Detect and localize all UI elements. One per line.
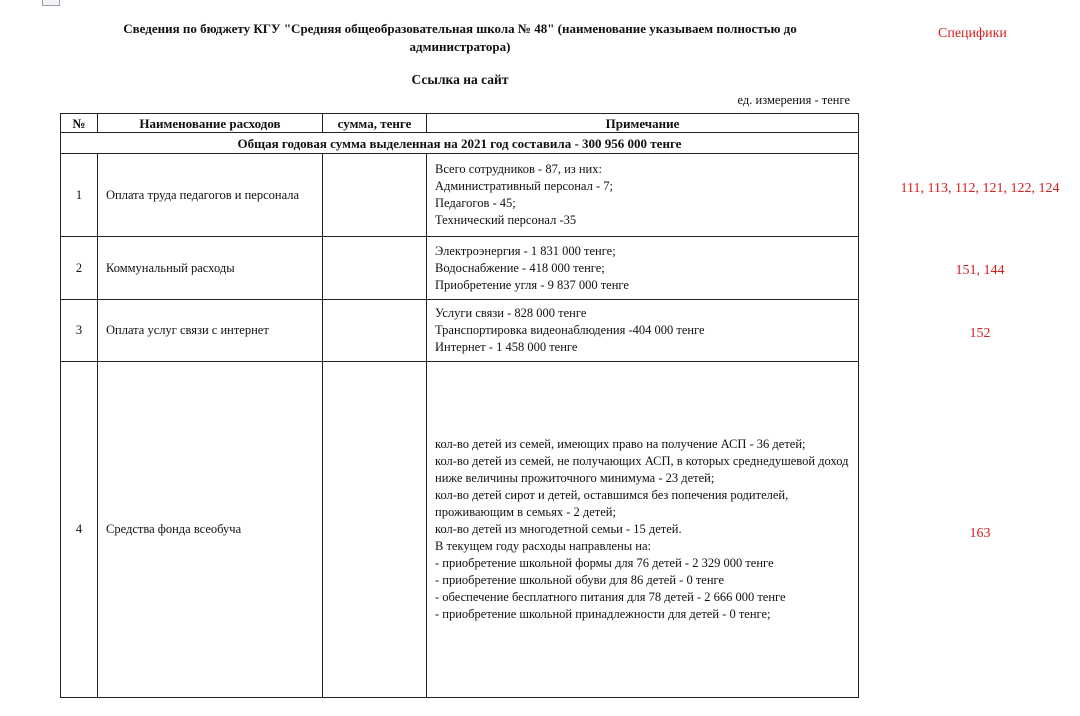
budget-table: [60, 113, 859, 698]
note-line: кол-во детей сирот и детей, оставшимся без попечения родителей, проживающим в семьях - 2 детей;: [435, 488, 789, 519]
expense-note: [427, 362, 859, 698]
note-line: Административный персонал - 7;: [435, 179, 613, 193]
note-line: - приобретение школьной обуви для 86 детей - 0 тенге: [435, 573, 725, 587]
document-title: Сведения по бюджету КГУ "Средняя общеобразовательная школа № 48" (наименование указываем полностью до администратора): [123, 21, 797, 54]
note-line: - приобретение школьной формы для 76 детей - 2 329 000 тенге: [435, 556, 774, 570]
note-line: кол-во детей из многодетной семьи - 15 детей.: [435, 522, 682, 536]
header-expense-name: Наименование расходов: [98, 114, 323, 133]
note-line: Всего сотрудников - 87, из них:: [435, 162, 602, 176]
spec-codes-row-2: 151, 144: [955, 263, 1005, 278]
note-line: - обеспечение бесплатного питания для 78 детей - 2 666 000 тенге: [435, 590, 786, 604]
row-number: 2: [61, 237, 98, 300]
row-number: 4: [61, 362, 98, 698]
expense-amount: [323, 237, 427, 300]
note-line: Педагогов - 45;: [435, 196, 516, 210]
expense-amount: [323, 154, 427, 237]
table-row: [61, 300, 859, 362]
expense-amount: [323, 362, 427, 698]
table-row: [61, 154, 859, 237]
corner-mark: [42, 0, 60, 6]
note-line: Водоснабжение - 418 000 тенге;: [435, 260, 605, 275]
total-row: [61, 133, 859, 154]
note-line: Услуги связи - 828 000 тенге: [435, 306, 587, 320]
note-line: Технический персонал -35: [435, 213, 577, 227]
note-line: кол-во детей из семей, имеющих право на получение АСП - 36 детей;: [435, 437, 806, 451]
row-number: 3: [61, 300, 98, 362]
expense-name: Оплата труда педагогов и персонала: [98, 154, 323, 237]
note-line: Приобретение угля - 9 837 000 тенге: [435, 277, 629, 292]
expense-name: Оплата услуг связи с интернет: [98, 300, 323, 362]
table-header-row: [61, 114, 859, 133]
table-row: [61, 362, 859, 698]
header-number: №: [61, 114, 98, 133]
note-line: - приобретение школьной принадлежности для детей - 0 тенге;: [435, 607, 771, 621]
note-line: В текущем году расходы направлены на:: [435, 539, 652, 553]
site-link[interactable]: Ссылка на сайт: [411, 72, 509, 87]
note-line: Электроэнергия - 1 831 000 тенге;: [435, 243, 616, 258]
total-annual-amount: Общая годовая сумма выделенная на 2021 год составила - 300 956 000 тенге: [61, 133, 859, 154]
expense-name: Средства фонда всеобуча: [98, 362, 323, 698]
expense-note: [427, 300, 859, 362]
table-row: [61, 237, 859, 300]
header-note: Примечание: [427, 114, 859, 133]
spec-codes-row-3: 152: [969, 326, 991, 341]
note-line: Интернет - 1 458 000 тенге: [435, 340, 578, 354]
units-label: ед. измерения - тенге: [737, 93, 850, 107]
row-number: 1: [61, 154, 98, 237]
note-line: кол-во детей из семей, не получающих АСП, в которых среднедушевой доход ниже величины прожиточного минимума - 23 детей;: [435, 454, 849, 485]
expense-name: Коммунальный расходы: [98, 237, 323, 300]
specs-header: Специфики: [938, 26, 1007, 41]
expense-note: [427, 154, 859, 237]
expense-note: [427, 237, 859, 300]
spec-codes-row-1: 111, 113, 112, 121, 122, 124: [900, 181, 1060, 196]
expense-amount: [323, 300, 427, 362]
header-amount: сумма, тенге: [323, 114, 427, 133]
note-line: Транспортировка видеонаблюдения -404 000 тенге: [435, 323, 705, 337]
spec-codes-row-4: 163: [969, 526, 991, 541]
